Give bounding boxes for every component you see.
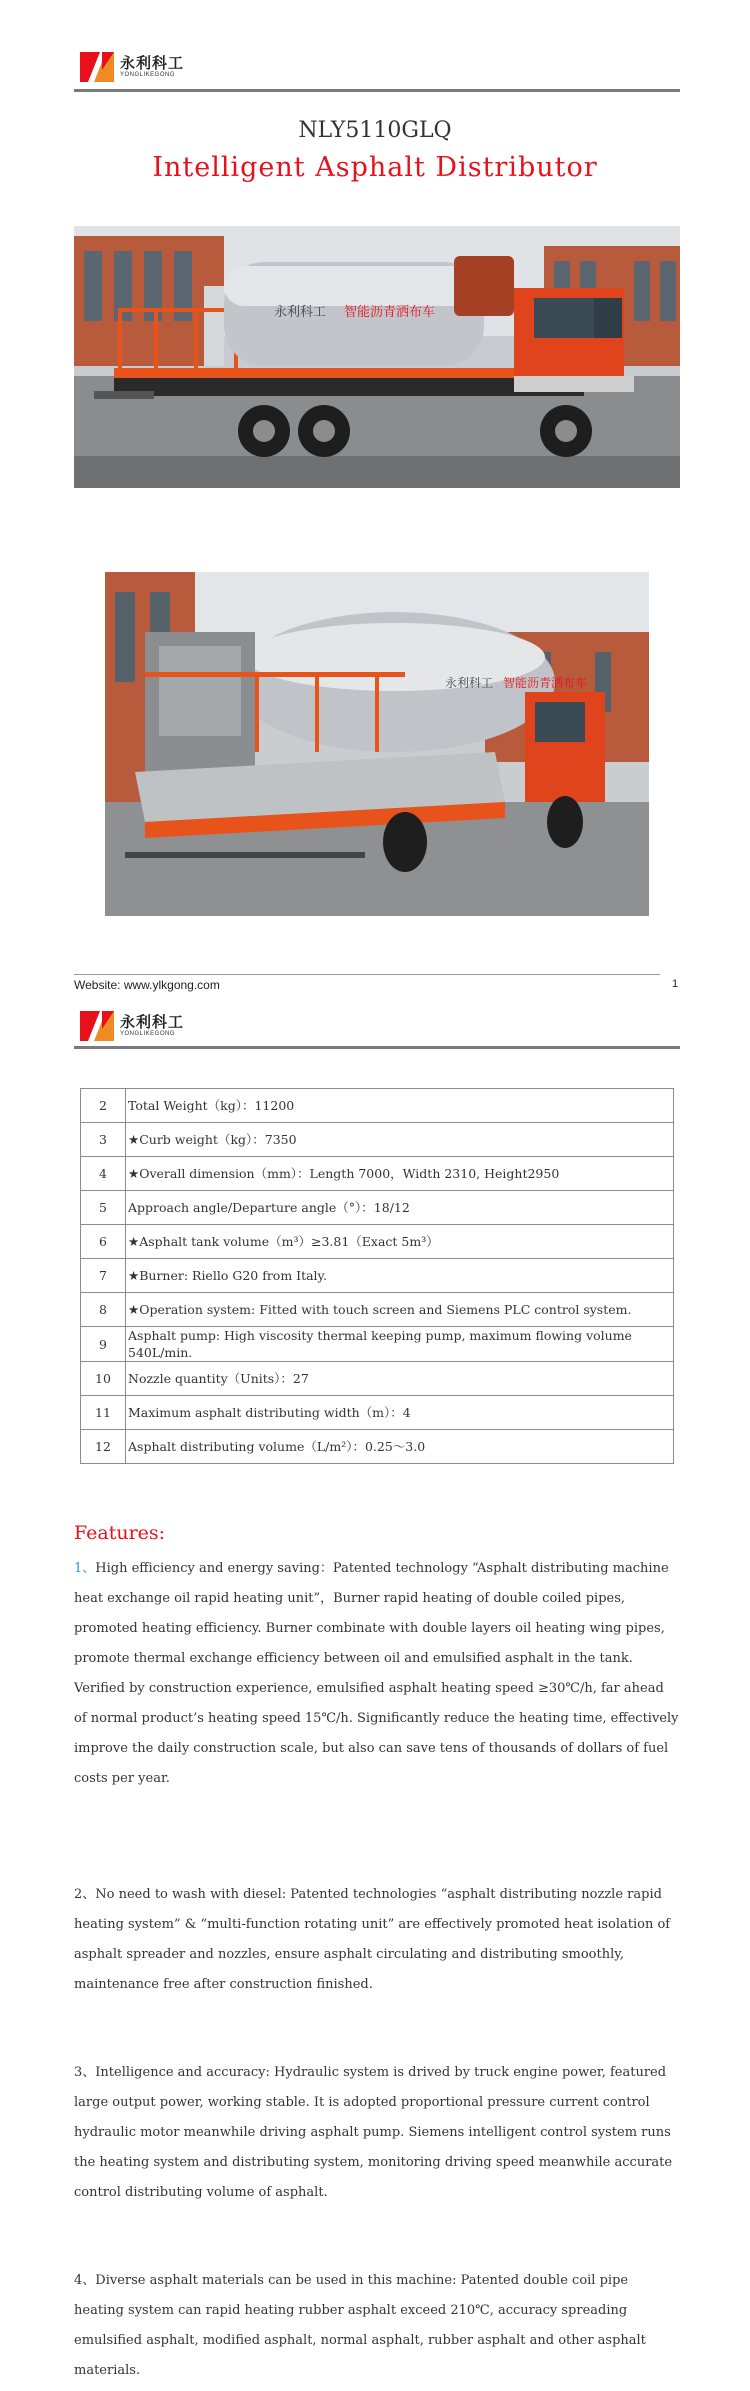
spec-value: Nozzle quantity（Units）：27 [126,1362,674,1396]
spec-number: 7 [81,1259,126,1293]
truck-rear-photo [105,572,649,916]
header-rule [74,89,680,92]
rear-tank-brand-text: 永利科工 [445,676,494,690]
company-logo [80,52,184,82]
table-row [81,1225,674,1259]
table-row [81,1157,674,1191]
spec-number: 2 [81,1089,126,1123]
features-heading: Features: [74,1522,166,1544]
yongli-logo-icon [80,52,114,82]
page-number: 1 [672,978,679,990]
spec-value: Asphalt distributing volume（L/m²）：0.25～3.0 [126,1430,674,1464]
spec-number: 12 [81,1430,126,1464]
logo-chinese-name: 永利科工 [120,1013,185,1031]
spec-number: 3 [81,1123,126,1157]
spec-value: Asphalt pump: High viscosity thermal keeping pump, maximum flowing volume 540L/min. [126,1327,674,1362]
truck-side-photo [74,226,680,488]
spec-value: Approach angle/Departure angle（°）：18/12 [126,1191,674,1225]
rear-tank-product-text: 智能沥青洒布车 [503,676,588,690]
feature-item-4 [74,2266,680,2386]
spec-number: 8 [81,1293,126,1327]
tank-brand-text: 永利科工 [274,305,327,320]
spec-table [80,1088,674,1464]
spec-value: ★Operation system: Fitted with touch screen and Siemens PLC control system. [126,1293,674,1327]
model-number: NLY5110GLQ [298,118,452,143]
feature-number: 2、 [74,1887,96,1902]
feature-text: High efficiency and energy saving：Patented technology “Asphalt distributing machine heat exchange oil rapid heating unit”，Burner rapid heating of double coiled pipes, promoted heating efficiency. Burner combinate with double layers oil heating wing pipes, promote thermal exchange efficiency between oil and emulsified asphalt in the tank. Verified by construction experience, emulsified asphalt heating speed ≥30℃/h, far ahead of normal product’s heating speed 15℃/h. Significantly reduce the heating time, effectively improve the daily construction scale, but also can save tens of thousands of dollars of fuel costs per year. [74,1561,679,1786]
feature-item-1 [74,1554,680,1794]
feature-number: 3、 [74,2065,96,2080]
website-label: Website: [74,978,121,992]
table-row [81,1123,674,1157]
footer-website [74,978,220,992]
table-row [81,1089,674,1123]
table-row [81,1259,674,1293]
spec-number: 10 [81,1362,126,1396]
spec-value: Total Weight（kg）：11200 [126,1089,674,1123]
table-row [81,1191,674,1225]
table-row [81,1396,674,1430]
footer-rule [74,974,660,975]
tank-product-text: 智能沥青洒布车 [344,305,436,320]
spec-value: Maximum asphalt distributing width（m）：4 [126,1396,674,1430]
spec-number: 5 [81,1191,126,1225]
table-row [81,1293,674,1327]
yongli-logo-icon [80,1011,114,1041]
feature-item-2 [74,1880,680,2000]
website-link[interactable]: www.ylkgong.com [123,978,220,992]
logo-english-name: YONGLIKEGONG [120,72,176,78]
product-title: Intelligent Asphalt Distributor [152,152,598,183]
spec-number: 9 [81,1327,126,1362]
spec-number: 4 [81,1157,126,1191]
spec-number: 11 [81,1396,126,1430]
spec-value: ★Overall dimension（mm）：Length 7000，Width 2310, Height2950 [126,1157,674,1191]
feature-number: 1、 [74,1561,96,1576]
feature-text: No need to wash with diesel: Patented technologies “asphalt distributing nozzle rapid heating system” & “multi-function rotating unit” are effectively promoted heat isolation of asphalt spreader and nozzles, ensure asphalt circulating and distributing smoothly, maintenance free after construction finished. [74,1887,671,1992]
spec-value: ★Burner: Riello G20 from Italy. [126,1259,674,1293]
logo-chinese-name: 永利科工 [120,54,185,72]
table-row [81,1327,674,1362]
spec-number: 6 [81,1225,126,1259]
header-rule-page2 [74,1046,680,1049]
feature-item-3 [74,2058,680,2208]
table-row [81,1430,674,1464]
feature-text: Intelligence and accuracy: Hydraulic system is drived by truck engine power, featured large output power, working stable. It is adopted proportional pressure current control hydraulic motor meanwhile driving asphalt pump. Siemens intelligent control system runs the heating system and distributing system, monitoring driving speed meanwhile accurate control distributing volume of asphalt. [74,2065,673,2200]
feature-number: 4、 [74,2273,96,2288]
spec-value: ★Asphalt tank volume（m³）≥3.81（Exact 5m³） [126,1225,674,1259]
logo-english-name: YONGLIKEGONG [120,1031,176,1037]
company-logo-page2 [80,1011,184,1041]
feature-text: Diverse asphalt materials can be used in this machine: Patented double coil pipe heating system can rapid heating rubber asphalt exceed 210℃, accuracy spreading emulsified asphalt, modified asphalt, normal asphalt, rubber asphalt and other asphalt materials. [74,2273,646,2378]
spec-value: ★Curb weight（kg）：7350 [126,1123,674,1157]
table-row [81,1362,674,1396]
